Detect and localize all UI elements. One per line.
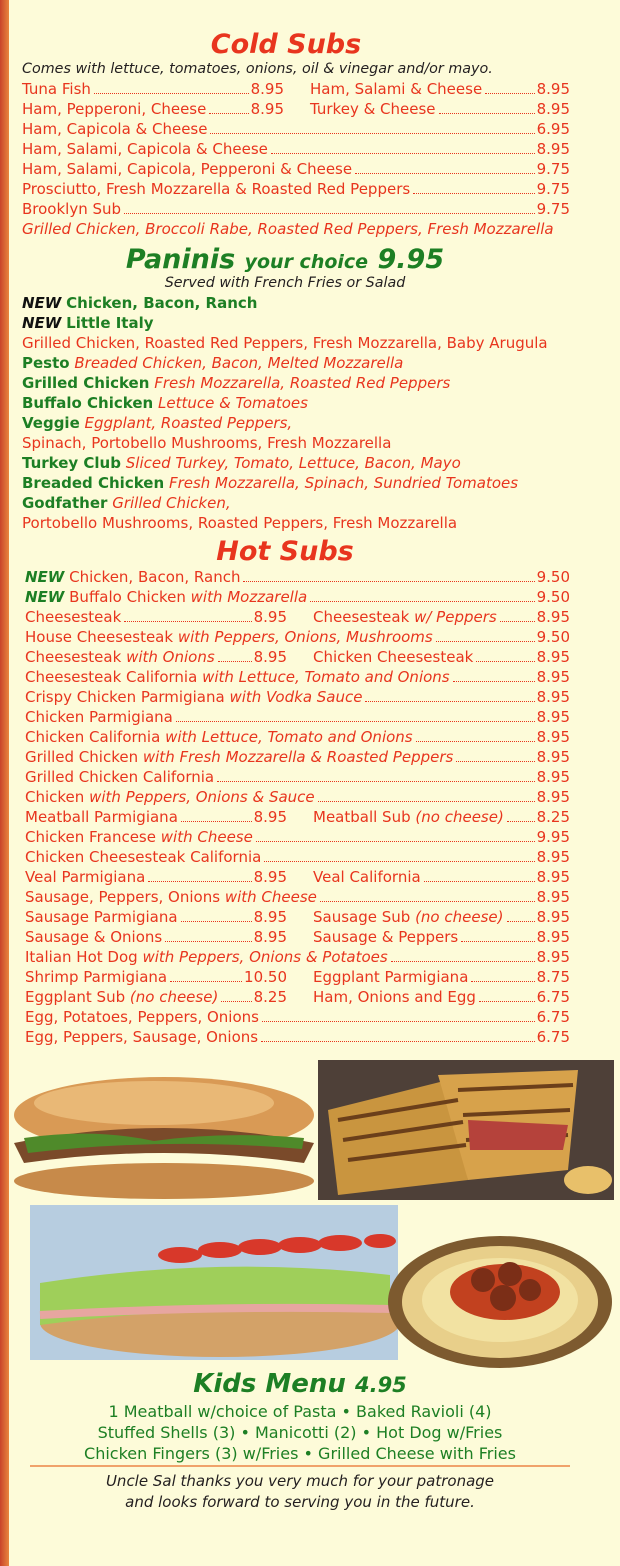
menu-item: Eggplant Parmigiana 8.75 [313, 968, 570, 987]
panini-photo [318, 1060, 614, 1200]
menu-item: Sausage Sub (no cheese) 8.95 [313, 908, 570, 927]
menu-item: Tuna Fish 8.95 [22, 79, 284, 98]
menu-item: Grilled Chicken California 8.95 [25, 768, 570, 787]
menu-item: Meatball Sub (no cheese) 8.25 [313, 808, 570, 827]
menu-item: Chicken Parmigiana 8.95 [25, 708, 570, 727]
kids-menu-section [30, 1368, 570, 1464]
hot-subs-title: Hot Subs [216, 536, 354, 568]
panini-description: Portobello Mushrooms, Roasted Peppers, Fresh Mozzarella [22, 514, 458, 533]
panini-item: Pesto Breaded Chicken, Bacon, Melted Mozzarella [22, 354, 404, 373]
menu-item: Meatball Parmigiana 8.95 [25, 808, 287, 827]
hot-subs-list [25, 567, 570, 1047]
panini-item: NEW Little Italy [22, 314, 154, 333]
spaghetti-meatballs-photo [385, 1230, 615, 1370]
left-accent-stripe [0, 0, 9, 1566]
menu-row-pair [25, 867, 570, 887]
paninis-title-sub: your choice [244, 250, 369, 273]
cold-subs-note: Comes with lettuce, tomatoes, onions, oil & vinegar and/or mayo. [22, 60, 493, 77]
divider [30, 1465, 570, 1467]
menu-item: Sausage & Peppers 8.95 [313, 928, 570, 947]
menu-item: Ham, Onions and Egg 6.75 [313, 988, 570, 1007]
menu-item: Shrimp Parmigiana 10.50 [25, 968, 287, 987]
menu-item: Chicken Cheesesteak 8.95 [313, 648, 570, 667]
menu-item: Ham, Pepperoni, Cheese 8.95 [22, 99, 284, 118]
menu-row-pair [25, 647, 570, 667]
paninis-title-main: Paninis [125, 243, 236, 275]
menu-page [22, 30, 570, 1047]
panini-description: Spinach, Portobello Mushrooms, Fresh Mozzarella [22, 434, 392, 453]
menu-item: House Cheesesteak with Peppers, Onions, Mushrooms 9.50 [25, 628, 570, 647]
menu-item: Cheesesteak with Onions 8.95 [25, 648, 287, 667]
menu-item: NEW Buffalo Chicken with Mozzarella 9.50 [25, 588, 570, 607]
panini-item: NEW Chicken, Bacon, Ranch [22, 294, 258, 313]
brooklyn-sub-description: Grilled Chicken, Broccoli Rabe, Roasted Red Peppers, Fresh Mozzarella [22, 219, 554, 238]
menu-item: Ham, Salami, Capicola & Cheese 8.95 [22, 139, 570, 158]
menu-item: Crispy Chicken Parmigiana with Vodka Sauce 8.95 [25, 688, 570, 707]
cheesesteak-sub-photo [4, 1063, 320, 1203]
menu-item: Ham, Salami, Capicola, Pepperoni & Cheese 9.75 [22, 159, 570, 178]
menu-item: Chicken Cheesesteak California 8.95 [25, 848, 570, 867]
kids-menu-line: Stuffed Shells (3) • Manicotti (2) • Hot Dog w/Fries [97, 1423, 503, 1442]
menu-item: Ham, Salami & Cheese 8.95 [310, 79, 570, 98]
menu-row-pair [25, 907, 570, 927]
menu-row-pair [22, 99, 570, 119]
panini-item: Turkey Club Sliced Turkey, Tomato, Lettuce, Bacon, Mayo [22, 454, 461, 473]
kids-menu-title: Kids Menu 4.95 [193, 1369, 407, 1399]
menu-item: Egg, Potatoes, Peppers, Onions 6.75 [25, 1008, 570, 1027]
menu-item: Chicken California with Lettuce, Tomato and Onions 8.95 [25, 728, 570, 747]
panini-item: Buffalo Chicken Lettuce & Tomatoes [22, 394, 308, 413]
menu-item: Grilled Chicken with Fresh Mozzarella & Roasted Peppers 8.95 [25, 748, 570, 767]
menu-item: Cheesesteak w/ Peppers 8.95 [313, 608, 570, 627]
menu-row-pair [25, 987, 570, 1007]
panini-item: Grilled Chicken Fresh Mozzarella, Roasted Red Peppers [22, 374, 451, 393]
paninis-price: 9.95 [377, 243, 445, 275]
menu-item: Chicken with Peppers, Onions & Sauce 8.95 [25, 788, 570, 807]
menu-item: NEW Chicken, Bacon, Ranch 9.50 [25, 568, 570, 587]
panini-description: Grilled Chicken, Roasted Red Peppers, Fresh Mozzarella, Baby Arugula [22, 334, 548, 353]
menu-item: Cheesesteak California with Lettuce, Tomato and Onions 8.95 [25, 668, 570, 687]
thank-you-note: Uncle Sal thanks you very much for your patronage and looks forward to serving you in the future. [105, 1472, 495, 1511]
menu-item: Italian Hot Dog with Peppers, Onions & Potatoes 8.95 [25, 948, 570, 967]
menu-item: Turkey & Cheese 8.95 [310, 99, 570, 118]
paninis-title [0, 245, 570, 275]
menu-item: Sausage, Peppers, Onions with Cheese 8.95 [25, 888, 570, 907]
italian-sub-photo [30, 1205, 398, 1360]
panini-item: Veggie Eggplant, Roasted Peppers, [22, 414, 293, 433]
menu-item: Ham, Capicola & Cheese 6.95 [22, 119, 570, 138]
menu-item: Veal California 8.95 [313, 868, 570, 887]
menu-item: Prosciutto, Fresh Mozzarella & Roasted Red Peppers 9.75 [22, 179, 570, 198]
menu-row-pair [25, 927, 570, 947]
panini-item: Breaded Chicken Fresh Mozzarella, Spinach, Sundried Tomatoes [22, 474, 519, 493]
menu-row-pair [22, 79, 570, 99]
menu-row-pair [25, 967, 570, 987]
menu-item: Egg, Peppers, Sausage, Onions 6.75 [25, 1028, 570, 1047]
menu-item: Brooklyn Sub 9.75 [22, 199, 570, 218]
kids-menu-line: 1 Meatball w/choice of Pasta • Baked Ravioli (4) [108, 1402, 492, 1421]
menu-item: Sausage Parmigiana 8.95 [25, 908, 287, 927]
menu-item: Eggplant Sub (no cheese) 8.25 [25, 988, 287, 1007]
menu-row-pair [25, 607, 570, 627]
menu-item: Sausage & Onions 8.95 [25, 928, 287, 947]
kids-menu-line: Chicken Fingers (3) w/Fries • Grilled Cheese with Fries [84, 1444, 516, 1463]
menu-item: Veal Parmigiana 8.95 [25, 868, 287, 887]
menu-item: Chicken Francese with Cheese 9.95 [25, 828, 570, 847]
kids-menu-price: 4.95 [354, 1373, 407, 1397]
menu-item: Cheesesteak 8.95 [25, 608, 287, 627]
cold-subs-title: Cold Subs [210, 29, 362, 60]
menu-row-pair [25, 807, 570, 827]
panini-item: Godfather Grilled Chicken, [22, 494, 231, 513]
paninis-note: Served with French Fries or Salad [164, 275, 406, 292]
